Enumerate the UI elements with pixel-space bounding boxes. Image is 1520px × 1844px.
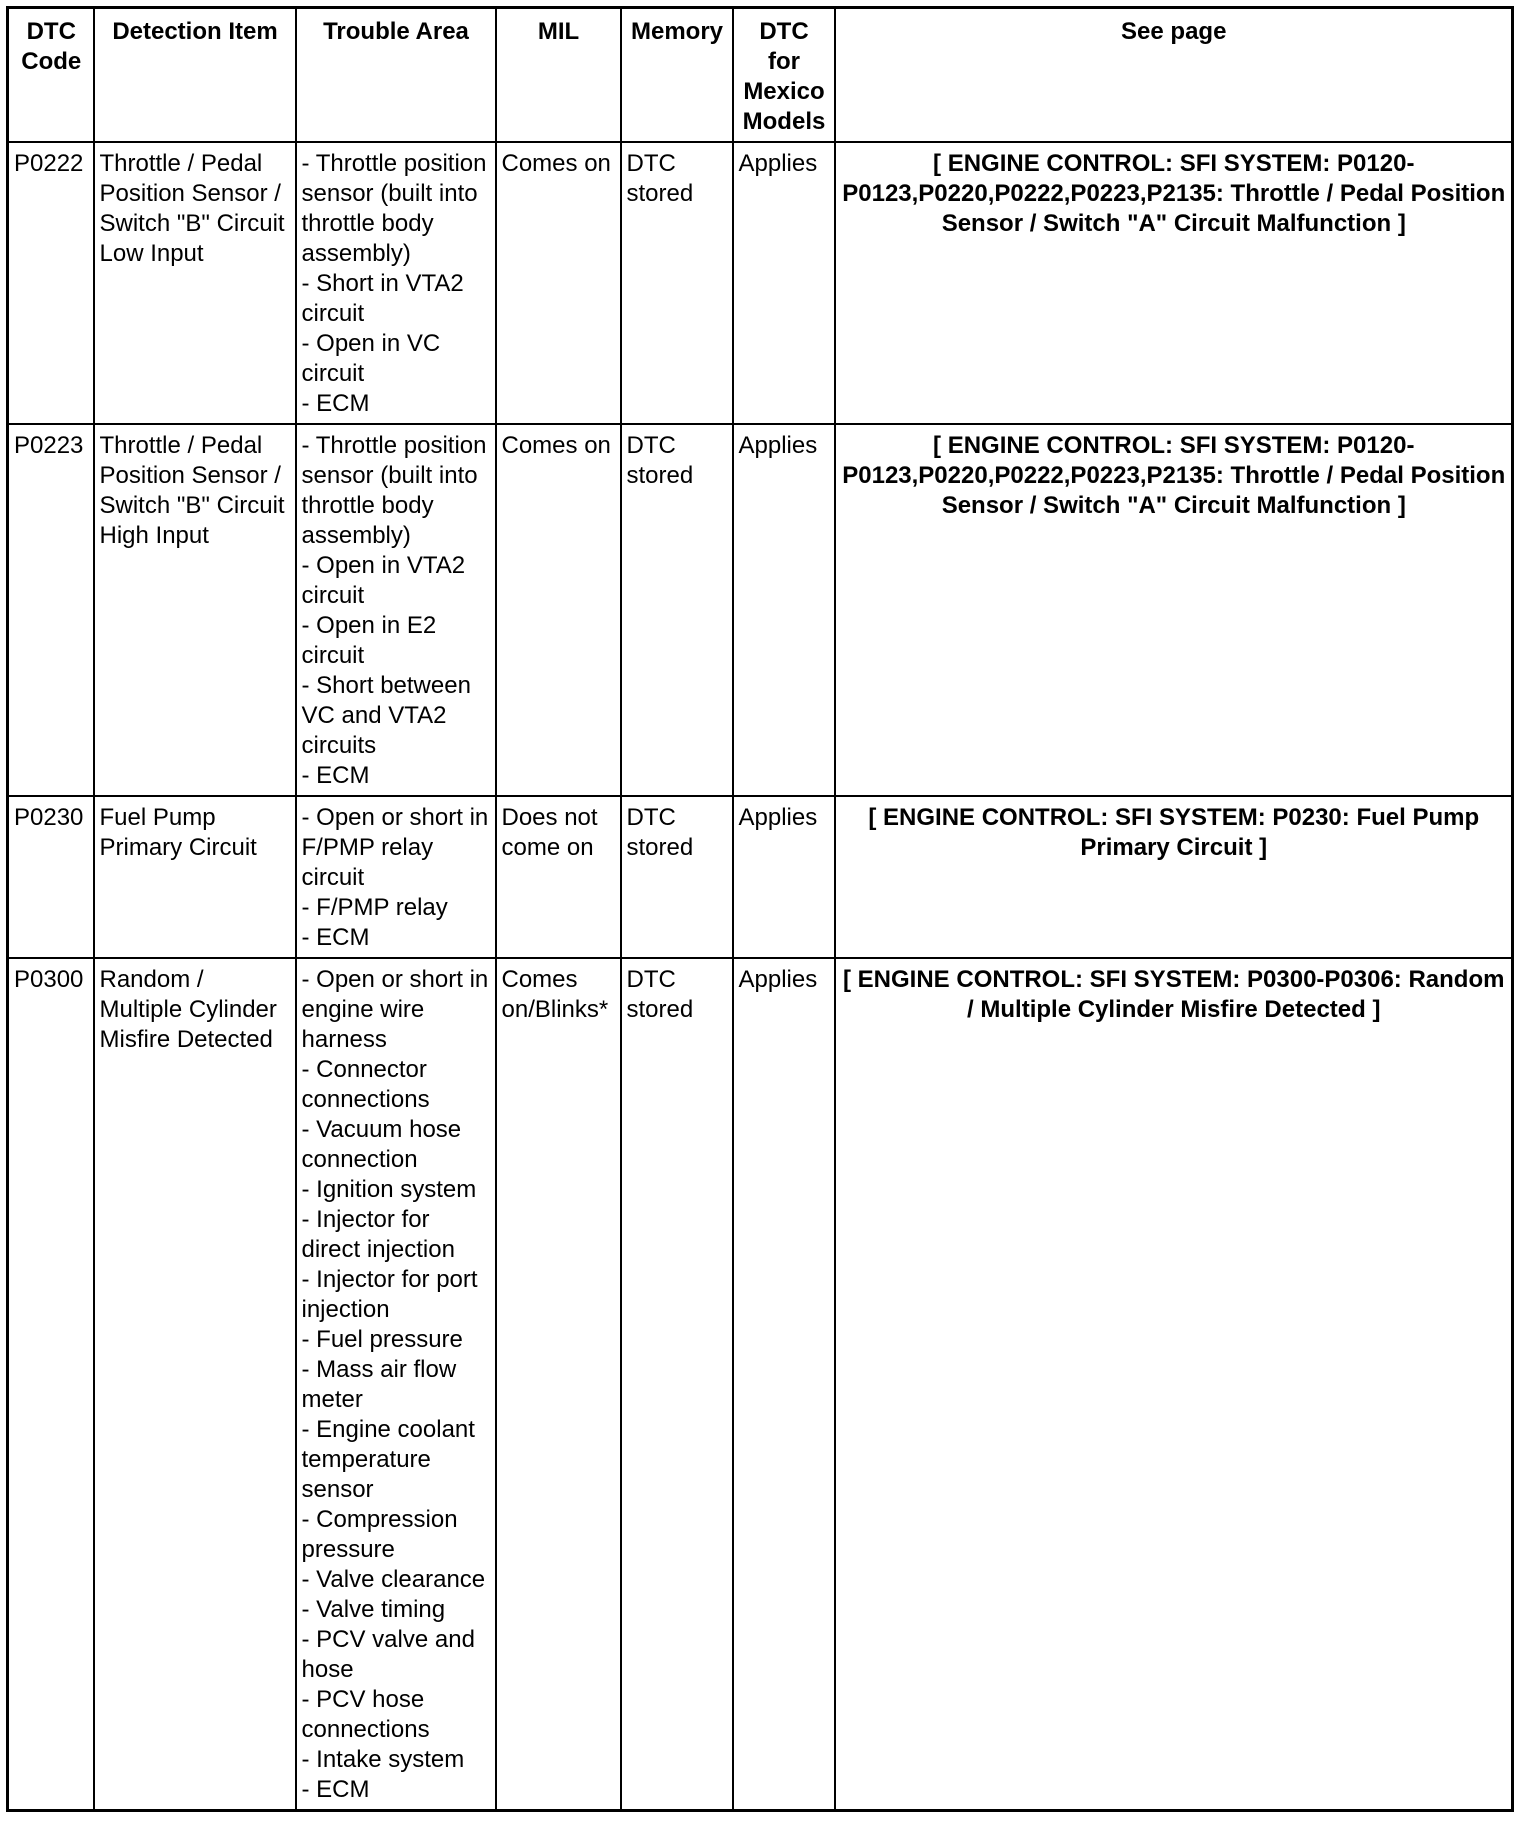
trouble-area-cell bbox=[296, 958, 496, 1811]
see-page-link[interactable]: [ ENGINE CONTROL: SFI SYSTEM: P0230: Fuel Pump Primary Circuit ] bbox=[868, 804, 1480, 861]
see-page-cell bbox=[835, 142, 1513, 424]
mexico-cell: Applies bbox=[733, 796, 835, 958]
header-dtc-code bbox=[8, 8, 94, 143]
see-page-cell bbox=[835, 796, 1513, 958]
table-body bbox=[8, 142, 1513, 1811]
trouble-area-item: - PCV hose connections bbox=[301, 1686, 430, 1743]
header-line: DTC bbox=[26, 18, 76, 45]
see-page-link[interactable]: [ ENGINE CONTROL: SFI SYSTEM: P0300-P0306: Random / Multiple Cylinder Misfire Detected ] bbox=[843, 966, 1505, 1023]
header-memory bbox=[621, 8, 733, 143]
dtc-code-cell: P0230 bbox=[8, 796, 94, 958]
trouble-area-item: - Open or short in F/PMP relay circuit bbox=[301, 804, 489, 891]
trouble-area-item: - Injector for direct injection bbox=[301, 1206, 455, 1263]
mil-cell: Does not come on bbox=[496, 796, 621, 958]
see-page-cell bbox=[835, 958, 1513, 1811]
trouble-area-cell bbox=[296, 424, 496, 796]
trouble-area-item: - Valve timing bbox=[301, 1596, 446, 1623]
header-line: Code bbox=[21, 48, 82, 75]
header-mil bbox=[496, 8, 621, 143]
trouble-area-cell bbox=[296, 796, 496, 958]
trouble-area-item: - Open in E2 circuit bbox=[301, 612, 437, 669]
header-line: for bbox=[768, 48, 800, 75]
see-page-link[interactable]: [ ENGINE CONTROL: SFI SYSTEM: P0120-P0123,P0220,P0222,P0223,P2135: Throttle / Pedal Position Sensor / Switch "A" Circuit Malfunction ] bbox=[842, 432, 1506, 519]
see-page-cell bbox=[835, 424, 1513, 796]
header-line: MIL bbox=[537, 18, 580, 45]
trouble-area-item: - Open in VC circuit bbox=[301, 330, 441, 387]
trouble-area-item: - Ignition system bbox=[301, 1176, 477, 1203]
dtc-code-cell: P0223 bbox=[8, 424, 94, 796]
trouble-area-item: - PCV valve and hose bbox=[301, 1626, 475, 1683]
trouble-area-item: - F/PMP relay bbox=[301, 894, 448, 921]
trouble-area-item: - Engine coolant temperature sensor bbox=[301, 1416, 475, 1503]
header-trouble-area bbox=[296, 8, 496, 143]
memory-cell: DTC stored bbox=[621, 958, 733, 1811]
trouble-area-item: - ECM bbox=[301, 1776, 370, 1803]
trouble-area-item: - Open or short in engine wire harness bbox=[301, 966, 489, 1053]
header-line: Memory bbox=[630, 18, 724, 45]
table-row bbox=[8, 958, 1513, 1811]
trouble-area-item: - ECM bbox=[301, 924, 370, 951]
memory-cell: DTC stored bbox=[621, 142, 733, 424]
trouble-area-item: - Open in VTA2 circuit bbox=[301, 552, 466, 609]
detection-item-cell: Fuel Pump Primary Circuit bbox=[94, 796, 296, 958]
trouble-area-item: - Throttle position sensor (built into throttle body assembly) bbox=[301, 432, 487, 549]
dtc-table bbox=[6, 6, 1514, 1812]
memory-cell: DTC stored bbox=[621, 424, 733, 796]
header-line: DTC bbox=[759, 18, 809, 45]
header-line: See page bbox=[1121, 18, 1227, 45]
header-see-page bbox=[835, 8, 1513, 143]
header-dtc-mexico bbox=[733, 8, 835, 143]
mexico-cell: Applies bbox=[733, 958, 835, 1811]
table-row bbox=[8, 796, 1513, 958]
trouble-area-item: - Valve clearance bbox=[301, 1566, 486, 1593]
table-row bbox=[8, 142, 1513, 424]
trouble-area-item: - Mass air flow meter bbox=[301, 1356, 457, 1413]
table-row bbox=[8, 424, 1513, 796]
trouble-area-item: - Throttle position sensor (built into throttle body assembly) bbox=[301, 150, 487, 267]
header-row bbox=[8, 8, 1513, 143]
see-page-link[interactable]: [ ENGINE CONTROL: SFI SYSTEM: P0120-P0123,P0220,P0222,P0223,P2135: Throttle / Pedal Position Sensor / Switch "A" Circuit Malfunction ] bbox=[842, 150, 1506, 237]
trouble-area-item: - Connector connections bbox=[301, 1056, 430, 1113]
mil-cell: Comes on bbox=[496, 424, 621, 796]
trouble-area-item: - Short between VC and VTA2 circuits bbox=[301, 672, 471, 759]
trouble-area-item: - Injector for port injection bbox=[301, 1266, 478, 1323]
trouble-area-item: - Compression pressure bbox=[301, 1506, 458, 1563]
header-line: Trouble Area bbox=[323, 18, 469, 45]
header-line: Models bbox=[742, 108, 826, 135]
trouble-area-cell bbox=[296, 142, 496, 424]
mexico-cell: Applies bbox=[733, 424, 835, 796]
memory-cell: DTC stored bbox=[621, 796, 733, 958]
dtc-code-cell: P0222 bbox=[8, 142, 94, 424]
trouble-area-item: - Intake system bbox=[301, 1746, 465, 1773]
detection-item-cell: Throttle / Pedal Position Sensor / Switch "B" Circuit High Input bbox=[94, 424, 296, 796]
trouble-area-item: - Fuel pressure bbox=[301, 1326, 463, 1353]
mil-cell: Comes on/Blinks* bbox=[496, 958, 621, 1811]
trouble-area-item: - ECM bbox=[301, 390, 370, 417]
trouble-area-item: - ECM bbox=[301, 762, 370, 789]
dtc-code-cell: P0300 bbox=[8, 958, 94, 1811]
detection-item-cell: Random / Multiple Cylinder Misfire Detected bbox=[94, 958, 296, 1811]
header-line: Detection Item bbox=[112, 18, 278, 45]
mexico-cell: Applies bbox=[733, 142, 835, 424]
trouble-area-item: - Vacuum hose connection bbox=[301, 1116, 462, 1173]
detection-item-cell: Throttle / Pedal Position Sensor / Switch "B" Circuit Low Input bbox=[94, 142, 296, 424]
header-line: Mexico bbox=[743, 78, 825, 105]
trouble-area-item: - Short in VTA2 circuit bbox=[301, 270, 464, 327]
mil-cell: Comes on bbox=[496, 142, 621, 424]
header-detection-item bbox=[94, 8, 296, 143]
